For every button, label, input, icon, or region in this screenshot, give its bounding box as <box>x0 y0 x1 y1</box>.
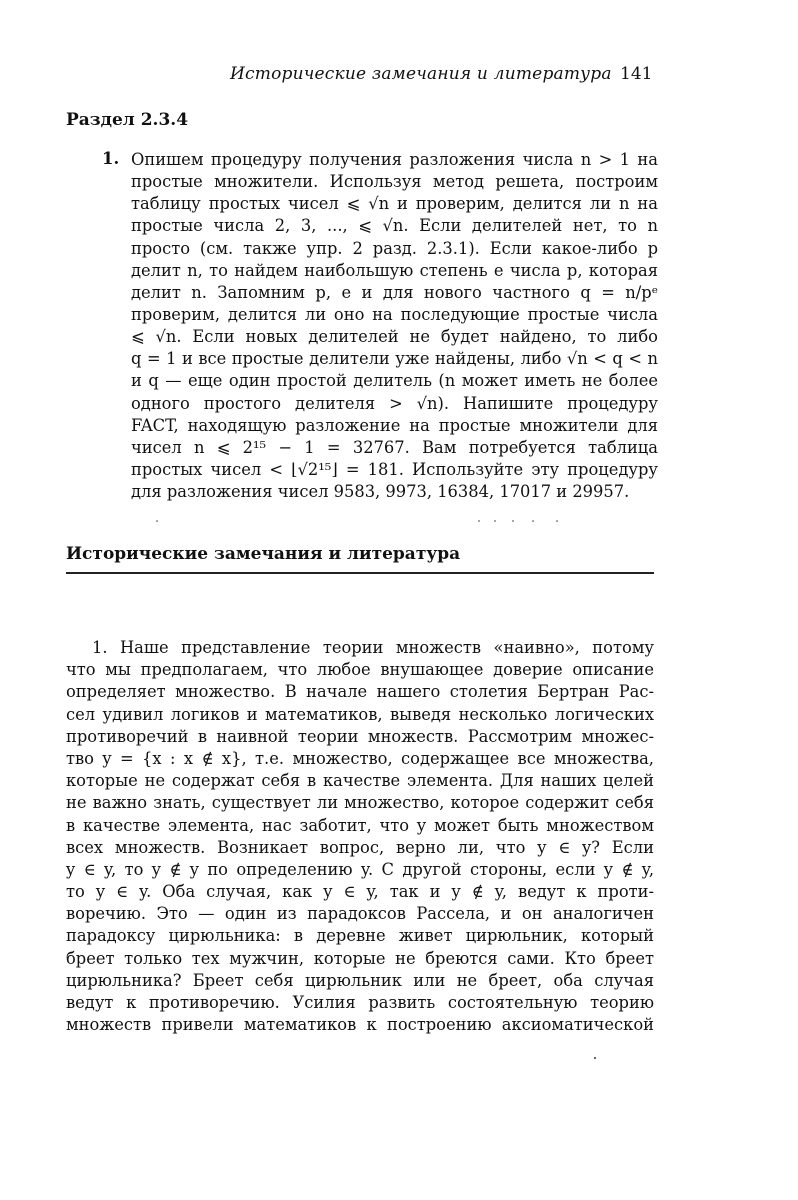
paragraph-line: ведут к противоречию. Усилия развить состоятельную теорию <box>66 993 654 1012</box>
historical-heading: Исторические замечания и литература <box>66 544 461 564</box>
speckle <box>156 520 158 522</box>
paragraph-line: множеств привели математиков к построению аксиоматической <box>66 1015 654 1035</box>
exercise-line: простых чисел < ⌊√2¹⁵⌋ = 181. Используйте эту процедуру <box>131 459 658 479</box>
exercise-line: для разложения чисел 9583, 9973, 16384, 17017 и 29957. <box>131 482 630 502</box>
page-number: 141 <box>620 64 653 84</box>
exercise-line: q = 1 и все простые делители уже найдены, либо √n < q < n <box>131 349 658 369</box>
paragraph-line: тво y = {x : x ∉ x}, т.е. множество, содержащее все множества, <box>66 748 654 768</box>
heading-rule <box>66 572 654 574</box>
paragraph-line: не важно знать, существует ли множество, которое содержит себя <box>66 793 654 813</box>
paragraph-line: определяет множество. В начале нашего столетия Бертран Рас- <box>66 682 654 702</box>
paragraph-line: бреет только тех мужчин, которые не бреются сами. Кто бреет <box>66 948 654 968</box>
exercise-line: простые множители. Используя метод решета, построим <box>131 172 658 192</box>
paragraph-line: всех множеств. Возникает вопрос, верно ли, что y ∈ y? Если <box>66 837 654 857</box>
exercise-line: делит n. Запомним p, e и для нового частного q = n/pᵉ <box>131 282 658 302</box>
speckle <box>494 520 496 522</box>
exercise-line: и q — еще один простой делитель (n может иметь не более <box>131 371 658 391</box>
exercise-line: чисел n ⩽ 2¹⁵ − 1 = 32767. Вам потребуется таблица <box>131 437 658 457</box>
paragraph-line: в качестве элемента, нас заботит, что y может быть множеством <box>66 815 654 835</box>
speckle <box>532 520 534 522</box>
speckle <box>512 520 514 522</box>
exercise-text <box>131 149 658 503</box>
paragraph-line: y ∈ y, то y ∉ y по определению y. С другой стороны, если y ∉ y, <box>66 859 654 879</box>
speckle <box>478 520 480 522</box>
exercise-line: ⩽ √n. Если новых делителей не будет найдено, то либо <box>131 327 658 347</box>
paragraph-line: которые не содержат себя в качестве элемента. Для наших целей <box>66 771 654 791</box>
exercise-line: таблицу простых чисел ⩽ √n и проверим, делится ли n на <box>131 194 658 214</box>
scan-speckles <box>0 520 798 524</box>
exercise-line: просто (см. также упр. 2 разд. 2.3.1). Если какое-либо p <box>131 238 658 258</box>
paragraph-line: 1. Наше представление теории множеств «наивно», потому <box>92 638 654 657</box>
paragraph-line: что мы предполагаем, что любое внушающее доверие описание <box>66 660 654 680</box>
running-head-title: Исторические замечания и литература <box>230 64 612 84</box>
exercise-line: делит n, то найдем наибольшую степень e числа p, которая <box>131 260 658 280</box>
exercise-line: Опишем процедуру получения разложения числа n > 1 на <box>131 150 658 169</box>
exercise-line: проверим, делится ли оно на последующие простые числа <box>131 304 658 324</box>
paragraph-line: воречию. Это — один из парадоксов Рассела, и он аналогичен <box>66 904 654 924</box>
historical-text <box>66 637 654 1036</box>
paragraph-line: сел удивил логиков и математиков, выведя несколько логических <box>66 704 654 724</box>
speckle <box>594 1057 596 1059</box>
paragraph-line: цирюльника? Бреет себя цирюльник или не бреет, оба случая <box>66 970 654 990</box>
speckle <box>556 520 558 522</box>
paragraph-line: противоречий в наивной теории множеств. Рассмотрим множес- <box>66 726 654 746</box>
exercise-line: простые числа 2, 3, ..., ⩽ √n. Если делителей нет, то n <box>131 216 658 236</box>
exercise-line: одного простого делителя > √n). Напишите процедуру <box>131 393 658 413</box>
running-head <box>0 64 798 88</box>
exercise-number: 1. <box>102 149 120 168</box>
paragraph-line: то y ∈ y. Оба случая, как y ∈ y, так и y ∉ y, ведут к проти- <box>66 882 654 902</box>
section-heading: Раздел 2.3.4 <box>66 110 189 130</box>
paragraph-line: парадоксу цирюльника: в деревне живет цирюльник, который <box>66 926 654 946</box>
exercise-line: FACT, находящую разложение на простые множители для <box>131 415 658 435</box>
